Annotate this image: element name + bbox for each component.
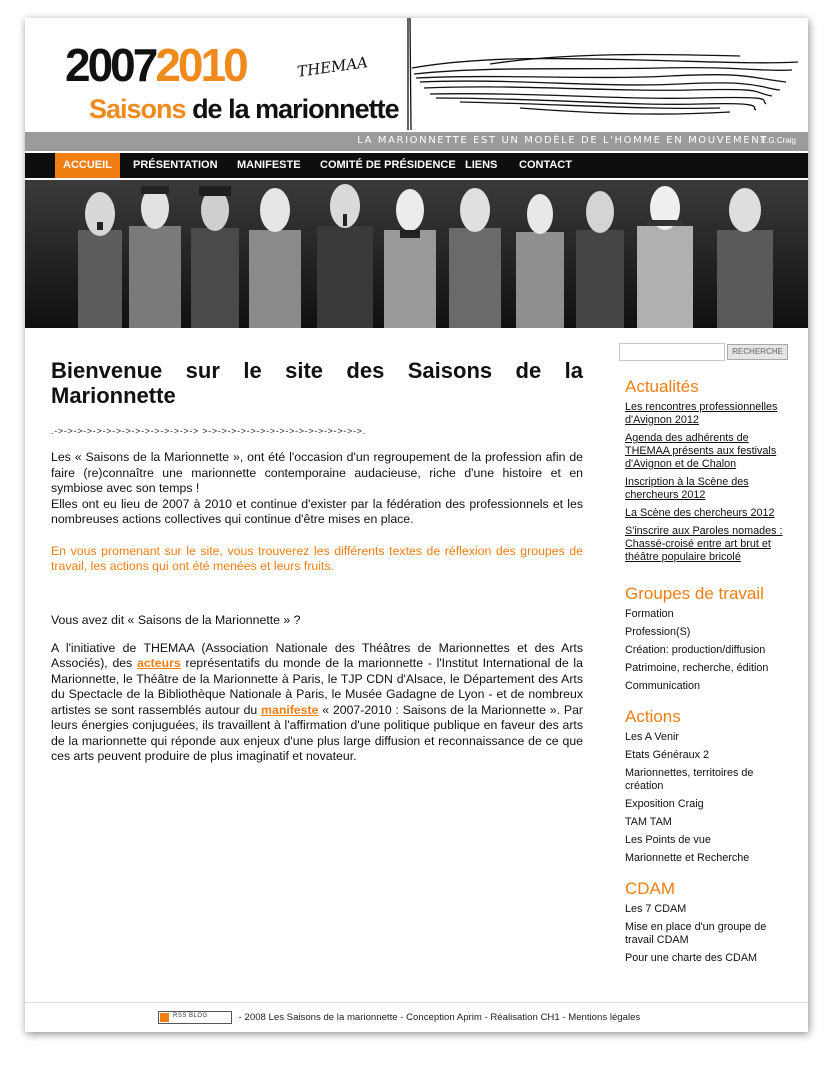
nav-item-comite[interactable]: COMITÉ DE PRÉSIDENCE (320, 159, 456, 171)
logo-subtitle (89, 94, 399, 124)
initiative-text-c: « 2007-2010 : Saisons de la Marionnette ». Par leurs énergies conjuguées, ils travaillent à l'affirmation d'une politique publique en faveur des arts de la marionnette qui réponde aux enjeux d'une plus large diffusion et reconnaissance de ce que ces arts peuvent produire de plus imaginatif et novateur. (51, 702, 583, 763)
header-quote: LA MARIONNETTE EST UN MODÈLE DE L'HOMME EN MOUVEMENT (357, 135, 768, 146)
nav-item-accueil[interactable]: ACCUEIL (55, 153, 120, 178)
actions-heading: Actions (625, 707, 681, 726)
site-footer (25, 1002, 808, 1032)
nav-item-presentation[interactable]: PRÉSENTATION (133, 159, 218, 171)
nav-item-liens[interactable]: LIENS (465, 159, 498, 171)
action-link[interactable]: Les Points de vue (625, 834, 711, 846)
groupe-link[interactable]: Patrimoine, recherche, édition (625, 662, 769, 674)
main-nav (25, 153, 808, 178)
actualites-heading: Actualités (625, 377, 699, 396)
quote-bar (25, 132, 808, 151)
action-link[interactable]: Etats Généraux 2 (625, 749, 710, 761)
highlight-paragraph: En vous promenant sur le site, vous trouverez les différents textes de réflexion des groupes de travail, les actions qui ont été menées et leurs fruits. (51, 543, 583, 573)
footer-credits: - 2008 Les Saisons de la marionnette - Conception Aprim - Réalisation CH1 - Mentions légales (238, 1012, 641, 1024)
main-content (51, 358, 583, 765)
nav-item-contact[interactable]: CONTACT (519, 159, 572, 171)
groupe-link[interactable]: Communication (625, 680, 701, 692)
action-link[interactable]: Exposition Craig (625, 798, 704, 810)
rss-blog-badge[interactable] (158, 1011, 232, 1024)
logo-years (65, 39, 246, 91)
initiative-paragraph (51, 641, 583, 765)
logo-themaa: THEMAA (296, 53, 369, 81)
groupe-link[interactable]: Formation (625, 608, 674, 620)
footer-content (158, 1011, 640, 1024)
cdam-heading: CDAM (625, 879, 676, 898)
actualite-link[interactable]: S'inscrire aux Paroles nomades : Chassé-croisé entre art brut et théâtre populaire bricolé (625, 525, 783, 563)
manifeste-link[interactable]: manifeste (261, 702, 319, 717)
logo-year-end: 2010 (155, 39, 246, 91)
groupe-link[interactable]: Création: production/diffusion (625, 644, 766, 656)
initiative-text-b: représentatifs du monde de la marionnette - l'Institut International de la Marionnette, le Théâtre de la Marionnette à Paris, le TJP CDN d'Alsace, le Département des Arts du Spectacle de la Bibliothèque Nationale à Paris, le Musée Gadagne de Lyon - et de nombreux artistes se sont rassemblés autour du (51, 656, 583, 717)
intro-text-1: Les « Saisons de la Marionnette », ont été l'occasion d'un regroupement de la profession afin de faire (re)connaître une marionnette contemporaine audacieuse, riche d'une histoire et en symbiose avec son temps ! (51, 450, 583, 495)
nav-item-manifeste[interactable]: MANIFESTE (237, 159, 301, 171)
logo-subtitle-rest: de la marionnette (192, 94, 399, 124)
rss-icon (160, 1013, 169, 1022)
action-link[interactable]: Marionnette et Recherche (625, 852, 750, 864)
header-scribble-drawing (400, 18, 808, 130)
action-link[interactable]: TAM TAM (625, 816, 672, 828)
banner-puppets-photo (25, 180, 808, 328)
search-input[interactable] (619, 343, 725, 361)
decorative-dash-line: .->->->->->->->->->->->->->->-> >->->->->->->->->->->->->->->->->. (51, 426, 366, 436)
actualite-link[interactable]: Les rencontres professionnelles d'Avignon 2012 (625, 401, 778, 426)
groupes-heading: Groupes de travail (625, 584, 764, 603)
rss-label: RSS BLOG (173, 1013, 208, 1019)
section-question: Vous avez dit « Saisons de la Marionnette » ? (51, 612, 301, 627)
intro-paragraph (51, 450, 583, 528)
header-quote-author: E.G.Craig (760, 136, 796, 145)
cdam-link[interactable]: Pour une charte des CDAM (625, 952, 758, 964)
actualite-link[interactable]: La Scène des chercheurs 2012 (625, 507, 775, 519)
action-link[interactable]: Marionnettes, territoires de création (625, 767, 754, 792)
actualite-link[interactable]: Inscription à la Scène des chercheurs 2012 (625, 476, 749, 501)
action-link[interactable]: Les A Venir (625, 731, 680, 743)
actualite-link[interactable]: Agenda des adhérents de THEMAA présents aux festivals d'Avignon et de Chalon (625, 432, 777, 470)
search-form (619, 343, 791, 363)
logo-subtitle-saisons: Saisons (89, 94, 186, 124)
site-logo[interactable] (65, 36, 399, 126)
page-frame (25, 18, 808, 1032)
cdam-link[interactable]: Mise en place d'un groupe de travail CDAM (625, 921, 767, 946)
site-header (25, 18, 808, 130)
cdam-link[interactable]: Les 7 CDAM (625, 903, 687, 915)
groupe-link[interactable]: Profession(S) (625, 626, 691, 638)
intro-text-2: Elles ont eu lieu de 2007 à 2010 et continue d'exister par la fédération des professionnels et les nombreuses actions collectives qui continue d'être mises en place. (51, 496, 583, 526)
initiative-text-a: A l'initiative de THEMAA (Association Nationale des Théâtres de Marionnettes et des Arts Associés), des (51, 640, 583, 670)
page-title: Bienvenue sur le site des Saisons de la Marionnette (51, 358, 583, 408)
logo-year-start: 2007 (65, 39, 156, 91)
search-button[interactable]: RECHERCHE (727, 344, 788, 360)
sidebar (619, 343, 791, 970)
acteurs-link[interactable]: acteurs (137, 656, 181, 670)
